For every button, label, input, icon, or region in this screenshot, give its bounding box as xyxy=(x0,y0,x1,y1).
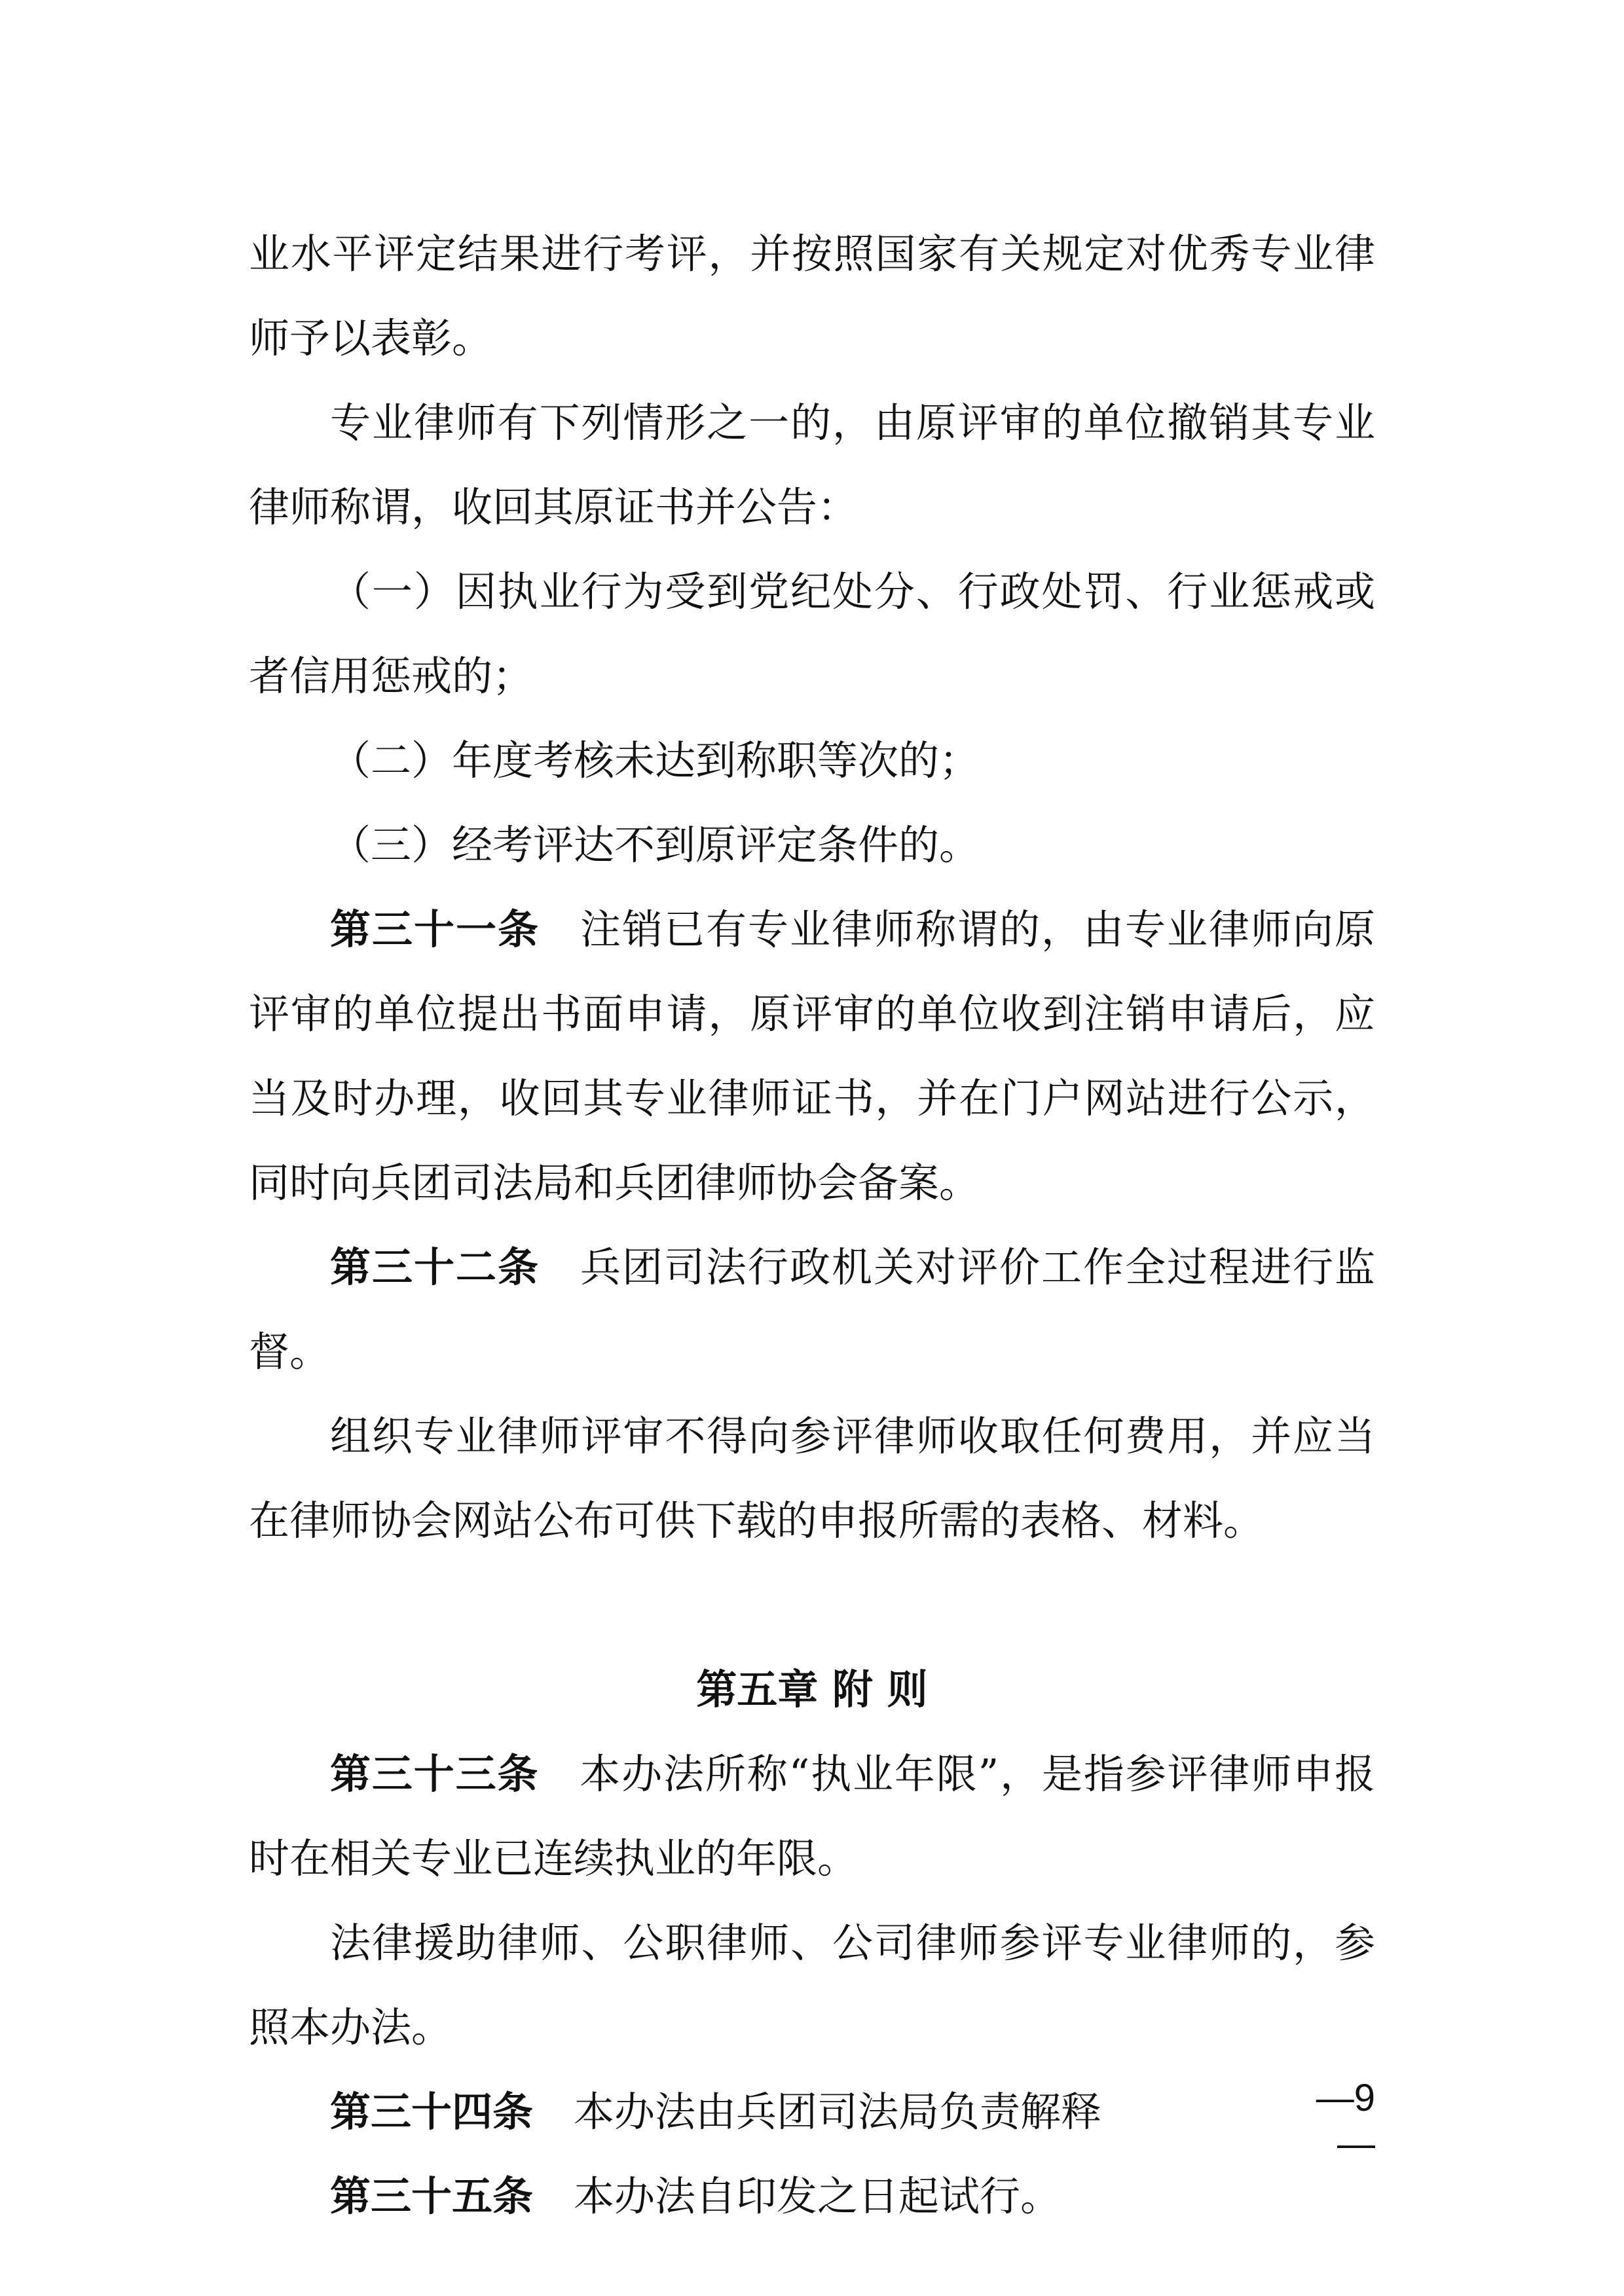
list-item-1: （一）因执业行为受到党纪处分、行政处罚、行业惩戒或者信用惩戒的； xyxy=(249,568,1375,700)
paragraph-reference: 法律援助律师、公职律师、公司律师参评专业律师的，参照本办法。 xyxy=(249,1919,1375,2051)
article-31-text: 注销已有专业律师称谓的，由专业律师向原评审的单位提出书面申请，原评审的单位收到注销申请后，应当及时办理，收回其专业律师证书，并在门户网站进行公示，同时向兵团司法局和兵团律师协会备案。 xyxy=(249,905,1375,1207)
paragraph-revocation-intro: 专业律师有下列情形之一的，由原评审的单位撤销其专业律师称谓，收回其原证书并公告： xyxy=(249,399,1375,531)
article-33 xyxy=(249,1732,1375,1901)
list-item-2: （二）年度考核未达到称职等次的； xyxy=(330,737,980,784)
paragraph-fees: 组织专业律师评审不得向参评律师收取任何费用，并应当在律师协会网站公布可供下载的申报所需的表格、材料。 xyxy=(249,1412,1375,1544)
article-35-text: 本办法自印发之日起试行。 xyxy=(574,2172,1061,2220)
page-number: —9— xyxy=(1316,2077,1375,2165)
paragraph-continued: 业水平评定结果进行考评，并按照国家有关规定对优秀专业律师予以表彰。 xyxy=(249,230,1375,362)
list-item-3: （三）经考评达不到原评定条件的。 xyxy=(330,821,980,869)
chapter-title: 第五章 附 则 xyxy=(696,1666,928,1713)
article-34 xyxy=(249,2069,1375,2154)
article-33-text: 本办法所称“执业年限”，是指参评律师申报时在相关专业已连续执业的年限。 xyxy=(249,1750,1375,1882)
article-32-label: 第三十二条 xyxy=(330,1243,540,1291)
article-32 xyxy=(249,1225,1375,1394)
document-body xyxy=(249,211,1375,2238)
article-32-text: 兵团司法行政机关对评价工作全过程进行监督。 xyxy=(249,1243,1375,1376)
article-31 xyxy=(249,887,1375,1225)
article-33-label: 第三十三条 xyxy=(330,1750,540,1798)
article-34-text: 本办法由兵团司法局负责解释 xyxy=(574,2088,1102,2136)
article-35-label: 第三十五条 xyxy=(330,2172,534,2220)
article-31-label: 第三十一条 xyxy=(330,905,540,953)
article-35 xyxy=(249,2154,1375,2238)
article-34-label: 第三十四条 xyxy=(330,2088,534,2136)
